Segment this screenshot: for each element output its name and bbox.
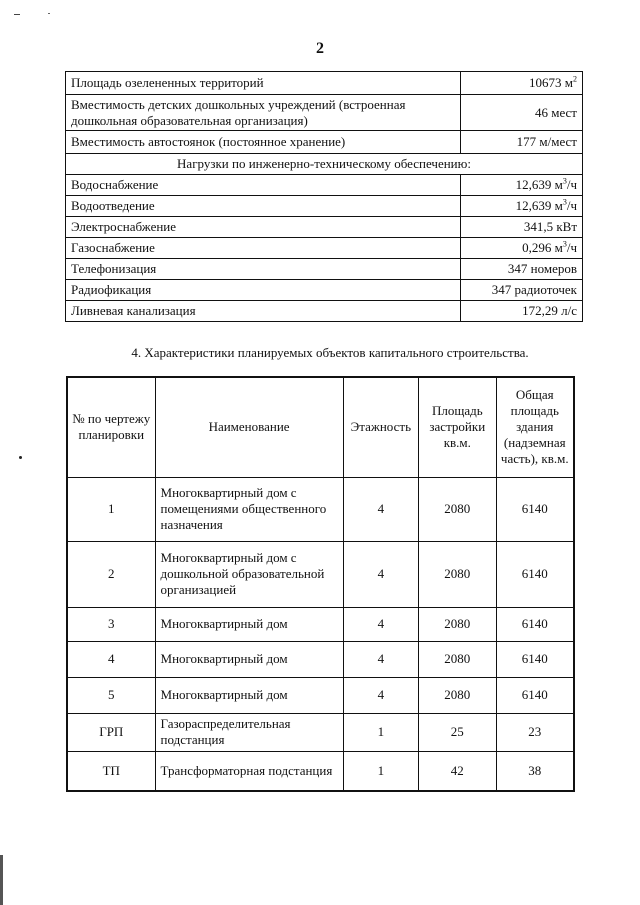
table-row (66, 131, 583, 154)
cell-build-area: 25 (419, 713, 496, 751)
table-row (66, 301, 583, 322)
table-row (66, 72, 583, 95)
cell-name: Трансформаторная подстанция (155, 751, 343, 791)
table-header-row (67, 377, 574, 477)
row-label: Газоснабжение (66, 238, 461, 259)
cell-name: Многоквартирный дом с помещениями общественного назначения (155, 477, 343, 541)
row-label: Электроснабжение (66, 217, 461, 238)
row-value: 347 номеров (461, 259, 583, 280)
objects-table (66, 376, 575, 792)
table-row (66, 175, 583, 196)
row-label: Площадь озелененных территорий (66, 72, 461, 95)
cell-name: Многоквартирный дом с дошкольной образовательной организацией (155, 541, 343, 607)
scan-bullet-mark (19, 456, 22, 459)
cell-number: ТП (67, 751, 155, 791)
cell-total-area: 6140 (496, 477, 574, 541)
cell-floors: 4 (343, 641, 418, 677)
table-row (67, 641, 574, 677)
cell-build-area: 42 (419, 751, 496, 791)
row-label: Вместимость детских дошкольных учреждений (встроенная дошкольная образовательная организация) (66, 95, 461, 131)
row-value: 46 мест (461, 95, 583, 131)
table-row (67, 677, 574, 713)
table-row (66, 259, 583, 280)
row-label: Радиофикация (66, 280, 461, 301)
cell-name: Многоквартирный дом (155, 641, 343, 677)
table-row (66, 238, 583, 259)
cell-total-area: 23 (496, 713, 574, 751)
header-build-area: Площадь застройки кв.м. (419, 377, 496, 477)
cell-build-area: 2080 (419, 641, 496, 677)
row-value: 177 м/мест (461, 131, 583, 154)
cell-total-area: 38 (496, 751, 574, 791)
cell-floors: 4 (343, 541, 418, 607)
cell-total-area: 6140 (496, 677, 574, 713)
row-label: Телефонизация (66, 259, 461, 280)
table-row (67, 477, 574, 541)
table-row (67, 713, 574, 751)
table-row (66, 95, 583, 131)
row-value: 0,296 $м^3/ч$ (461, 238, 583, 259)
table-row (66, 217, 583, 238)
scan-edge-mark (0, 855, 3, 905)
summary-table (65, 71, 583, 322)
page-number: 2 (316, 40, 324, 57)
section-header: Нагрузки по инженерно-техническому обеспечению: (66, 154, 583, 175)
cell-name: Многоквартирный дом (155, 677, 343, 713)
header-number: № по чертежу планировки (67, 377, 155, 477)
cell-number: 5 (67, 677, 155, 713)
cell-build-area: 2080 (419, 677, 496, 713)
cell-floors: 4 (343, 607, 418, 641)
cell-build-area: 2080 (419, 477, 496, 541)
cell-name: Многоквартирный дом (155, 607, 343, 641)
cell-number: 3 (67, 607, 155, 641)
row-label: Вместимость автостоянок (постоянное хранение) (66, 131, 461, 154)
table-row (66, 196, 583, 217)
row-label: Ливневая канализация (66, 301, 461, 322)
header-name: Наименование (155, 377, 343, 477)
cell-total-area: 6140 (496, 541, 574, 607)
cell-number: 4 (67, 641, 155, 677)
cell-build-area: 2080 (419, 541, 496, 607)
table-row (67, 541, 574, 607)
scan-speck (14, 14, 20, 15)
section-heading: 4. Характеристики планируемых объектов капитального строительства. (131, 345, 529, 360)
cell-floors: 1 (343, 751, 418, 791)
cell-number: ГРП (67, 713, 155, 751)
table-row (67, 607, 574, 641)
section-header-row (66, 154, 583, 175)
cell-name: Газораспределительная подстанция (155, 713, 343, 751)
cell-number: 1 (67, 477, 155, 541)
row-value: 10673 $м^2$ (461, 72, 583, 95)
cell-floors: 4 (343, 677, 418, 713)
cell-total-area: 6140 (496, 607, 574, 641)
cell-floors: 1 (343, 713, 418, 751)
table-row (66, 280, 583, 301)
row-value: 172,29 л/с (461, 301, 583, 322)
cell-number: 2 (67, 541, 155, 607)
cell-build-area: 2080 (419, 607, 496, 641)
row-value: 341,5 кВт (461, 217, 583, 238)
row-value: 12,639 $м^3/ч$ (461, 196, 583, 217)
row-label: Водоснабжение (66, 175, 461, 196)
row-value: 347 радиоточек (461, 280, 583, 301)
row-label: Водоотведение (66, 196, 461, 217)
row-value: 12,639 $м^3/ч$ (461, 175, 583, 196)
cell-total-area: 6140 (496, 641, 574, 677)
cell-floors: 4 (343, 477, 418, 541)
scan-speck (48, 13, 50, 14)
table-row (67, 751, 574, 791)
header-total-area: Общая площадь здания (надземная часть), кв.м. (496, 377, 574, 477)
header-floors: Этажность (343, 377, 418, 477)
